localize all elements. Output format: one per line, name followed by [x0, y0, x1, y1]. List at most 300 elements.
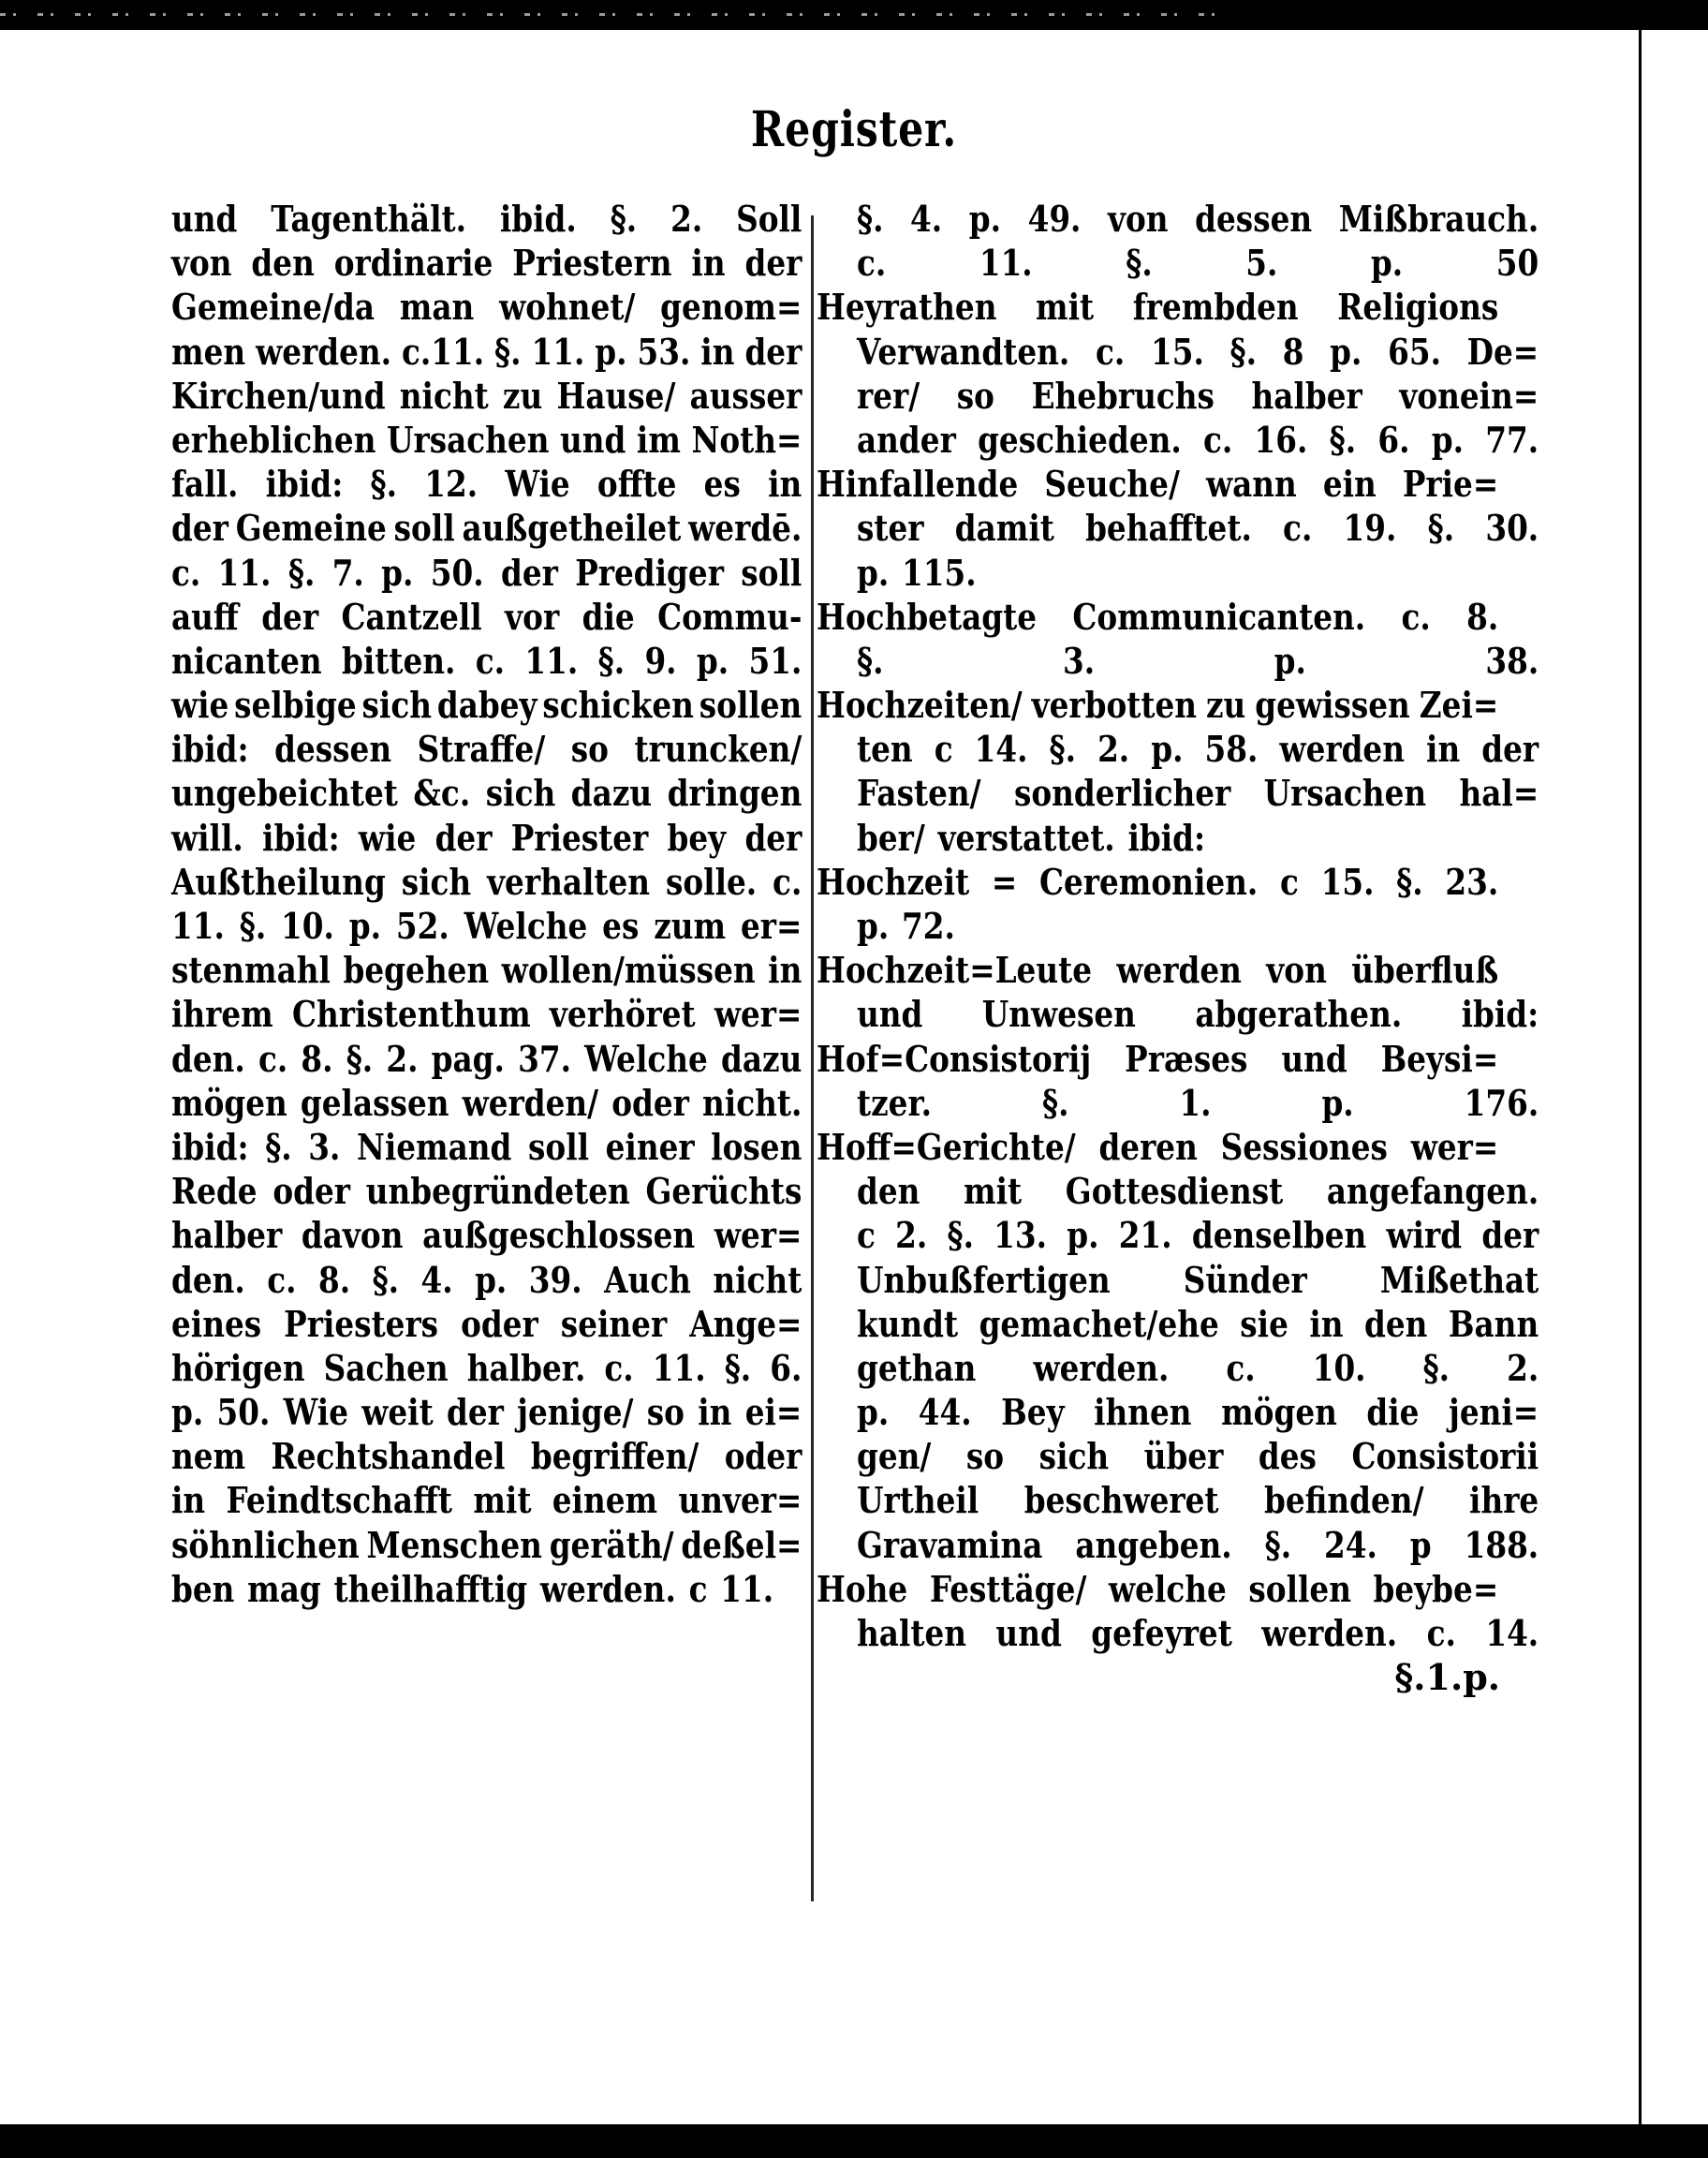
word: ibid:	[171, 1125, 249, 1168]
word: in	[768, 463, 802, 506]
word: Fasten/	[857, 772, 981, 815]
text-line	[171, 595, 802, 639]
word: ibid:	[1461, 993, 1539, 1036]
text-line	[171, 1125, 802, 1169]
word: Ange=	[689, 1302, 802, 1345]
word: Unwesen	[981, 993, 1136, 1036]
word: Auch	[604, 1258, 691, 1301]
word: Verwandten.	[857, 330, 1070, 373]
word: rer/	[857, 374, 920, 417]
word: §.	[597, 639, 626, 682]
word: 2.	[895, 1214, 928, 1257]
word: c.	[857, 242, 887, 285]
word: mit	[964, 1170, 1023, 1213]
word: der	[744, 242, 802, 285]
word: wohnet/	[499, 286, 636, 329]
index-entry	[817, 1037, 1539, 1125]
word: &c.	[413, 772, 471, 815]
word: verbotten	[1031, 684, 1198, 727]
word: und	[1281, 1037, 1347, 1080]
word: so	[570, 728, 609, 771]
index-entry	[817, 948, 1539, 1036]
word: De=	[1466, 330, 1539, 373]
text-line	[817, 992, 1539, 1036]
word: 30.	[1485, 507, 1539, 550]
text-line	[171, 462, 802, 506]
word: 58.	[1204, 728, 1259, 771]
word: 14.	[974, 728, 1028, 771]
word: 1.	[1179, 1081, 1212, 1124]
word: weit	[361, 1391, 434, 1434]
word: einer	[605, 1125, 695, 1168]
text-line	[171, 241, 802, 285]
text-line	[171, 551, 802, 595]
word: dessen	[274, 728, 392, 771]
word: Hinfallende	[817, 463, 1019, 506]
word: Cantzell	[341, 595, 482, 638]
word: Ursachen	[1263, 772, 1427, 815]
text-line	[817, 1169, 1539, 1213]
word: gethan	[857, 1346, 977, 1389]
word: c.	[258, 1037, 288, 1080]
word: werden/	[462, 1081, 599, 1124]
text-line	[817, 1523, 1539, 1567]
text-line	[171, 727, 802, 771]
text-line	[817, 506, 1539, 550]
word: seiner	[560, 1302, 668, 1345]
word: wie	[358, 816, 417, 859]
word: frembden	[1132, 286, 1299, 329]
word: Gottesdienst	[1065, 1170, 1284, 1213]
word: 65.	[1388, 330, 1441, 373]
scan-border-bottom	[0, 2124, 1708, 2158]
page-title: Register.	[750, 101, 958, 158]
word: mögen	[1221, 1391, 1337, 1434]
word: §.	[1422, 1346, 1450, 1389]
left-column	[171, 197, 803, 1611]
word: 11.	[524, 639, 579, 682]
text-line	[817, 904, 1539, 948]
word: verhöret	[549, 993, 696, 1036]
text-line	[171, 1478, 802, 1522]
word: §.	[1329, 418, 1357, 461]
word: von	[1108, 198, 1169, 240]
word: gewissen	[1255, 684, 1410, 727]
word: 11.	[531, 330, 585, 373]
text-line	[817, 1125, 1498, 1169]
word: soll	[393, 507, 455, 550]
word: söhnlichen	[171, 1523, 360, 1566]
text-line	[817, 595, 1498, 639]
word: 3.	[1062, 639, 1096, 682]
word: Religions	[1337, 286, 1499, 329]
word: c.	[475, 639, 506, 682]
text-line	[817, 860, 1498, 904]
word: oder	[724, 1435, 802, 1478]
word: Ceremonien.	[1038, 860, 1259, 903]
index-entry	[817, 197, 1539, 285]
word: den.	[171, 1258, 245, 1301]
word: ibid:	[1127, 816, 1206, 859]
word: sie	[1240, 1302, 1288, 1345]
word: mögen	[171, 1081, 287, 1124]
word: bey	[667, 816, 727, 859]
word: 11.	[171, 905, 225, 947]
word: 15.	[1320, 860, 1375, 903]
word: Hause/	[556, 374, 676, 417]
word: Hochbetagte	[817, 595, 1037, 638]
word: offte	[596, 463, 677, 506]
word: Feindtschafft	[226, 1479, 453, 1522]
word: der	[744, 330, 802, 373]
word: in	[698, 1391, 732, 1434]
word: §.	[1049, 728, 1077, 771]
word: §.	[287, 551, 316, 594]
word: ausser	[689, 374, 802, 417]
word: c.	[773, 860, 802, 903]
word: Gemeine	[235, 507, 387, 550]
word: Hof=Consistorij	[817, 1037, 1092, 1080]
word: c.	[1226, 1346, 1256, 1389]
word: p.	[595, 330, 627, 373]
word: Mißbrauch.	[1338, 198, 1539, 240]
word: der	[1481, 1214, 1539, 1257]
word: 13.	[994, 1214, 1048, 1257]
word: sich	[1038, 1435, 1110, 1478]
word: losen	[711, 1125, 802, 1168]
word: welche	[1108, 1567, 1227, 1610]
word: und	[560, 418, 626, 461]
word: Sessiones	[1220, 1125, 1388, 1168]
word: deßel=	[681, 1523, 802, 1566]
word: hal=	[1459, 772, 1539, 815]
word: 8.	[301, 1037, 333, 1080]
word: 50.	[216, 1391, 271, 1434]
text-line	[817, 1346, 1539, 1390]
word: mit	[1036, 286, 1095, 329]
word: ibid:	[265, 463, 344, 506]
word: p.	[857, 1391, 890, 1434]
word: schicken	[542, 684, 694, 727]
word: Heyrathen	[817, 286, 997, 329]
text-line	[817, 1478, 1539, 1522]
word: 5.	[1245, 242, 1278, 285]
word: 15.	[1150, 330, 1204, 373]
word: Bann	[1448, 1302, 1539, 1345]
word: Gemeine/da	[171, 286, 375, 329]
word: nem	[171, 1435, 246, 1478]
word: der	[171, 507, 228, 550]
word: 12.	[424, 463, 479, 506]
word: deren	[1098, 1125, 1198, 1168]
word: 3.	[308, 1125, 341, 1168]
text-line	[817, 551, 1539, 595]
word: angeben.	[1075, 1523, 1232, 1566]
word: Priester	[510, 816, 649, 859]
word: p.	[857, 551, 890, 594]
word: werden	[1116, 949, 1242, 992]
text-line	[171, 506, 802, 550]
word: überfluß	[1351, 949, 1499, 992]
word: 9.	[644, 639, 677, 682]
word: abgerathen.	[1195, 993, 1403, 1036]
word: jenige/	[517, 1391, 634, 1434]
word: §.	[1264, 1523, 1292, 1566]
word: Prediger	[575, 551, 724, 594]
index-entry	[817, 595, 1539, 683]
word: werden.	[539, 1567, 676, 1610]
word: Urtheil	[857, 1479, 979, 1522]
word: c.	[1203, 418, 1233, 461]
text-line	[171, 948, 802, 992]
word: 10.	[281, 905, 334, 947]
word: wer=	[714, 993, 802, 1036]
text-line	[171, 374, 802, 418]
word: man	[399, 286, 475, 329]
text-line	[817, 948, 1498, 992]
word: halber.	[466, 1346, 586, 1389]
word: Noth=	[691, 418, 802, 461]
word: davon	[301, 1214, 404, 1257]
word: ber/	[857, 816, 925, 859]
text-line	[171, 197, 802, 241]
word: Bey	[1001, 1391, 1065, 1434]
word: der	[446, 1391, 504, 1434]
word: mit	[473, 1479, 532, 1522]
word: außgeschlossen	[422, 1214, 696, 1257]
word: Rechtshandel	[271, 1435, 506, 1478]
word: Hoff=Gerichte/	[817, 1125, 1076, 1168]
word: sonderlicher	[1013, 772, 1231, 815]
word: sich	[401, 860, 472, 903]
word: sollen	[699, 684, 802, 727]
text-line	[171, 639, 802, 683]
word: soll	[741, 551, 802, 594]
word: oder	[461, 1302, 538, 1345]
word: nicht.	[702, 1081, 802, 1124]
word: Commu-	[657, 595, 802, 638]
word: ei=	[744, 1391, 802, 1434]
word: gefeyret	[1091, 1612, 1232, 1654]
word: gen/	[857, 1435, 932, 1478]
word: 7.	[331, 551, 364, 594]
word: p.	[857, 905, 890, 947]
word: der	[1481, 728, 1539, 771]
word: in	[691, 242, 726, 285]
word: die	[582, 595, 635, 638]
word: Wie	[505, 463, 570, 506]
word: es	[703, 463, 741, 506]
word: §.	[610, 198, 638, 240]
word: c.	[1426, 1612, 1456, 1654]
word: der	[500, 551, 558, 594]
word: §.	[857, 639, 884, 682]
word: Niemand	[356, 1125, 512, 1168]
text-line	[817, 1037, 1498, 1081]
word: p.	[381, 551, 414, 594]
word: 72.	[901, 905, 955, 947]
word: Hochzeit	[817, 860, 970, 903]
word: dringen	[667, 772, 802, 815]
word: in	[1309, 1302, 1344, 1345]
word: Præses	[1125, 1037, 1248, 1080]
word: befinden/	[1263, 1479, 1424, 1522]
word: halber	[171, 1214, 283, 1257]
word: damit	[954, 507, 1054, 550]
word: c	[934, 728, 953, 771]
text-line	[817, 816, 1539, 860]
word: 176.	[1464, 1081, 1539, 1124]
word: oder	[272, 1170, 351, 1213]
word: p.	[348, 905, 382, 947]
word: Priesters	[284, 1302, 439, 1345]
word: hörigen	[171, 1346, 305, 1389]
word: 14.	[1485, 1612, 1539, 1654]
index-entry	[817, 462, 1539, 595]
word: p.	[696, 639, 729, 682]
word: c.	[1096, 330, 1126, 373]
text-line	[171, 330, 802, 374]
word: Beysi=	[1380, 1037, 1499, 1080]
word: dabey	[436, 684, 537, 727]
word: den.	[171, 1037, 245, 1080]
word: begehen	[343, 949, 490, 992]
word: mag	[247, 1567, 321, 1610]
word: in	[768, 949, 802, 992]
word: behafftet.	[1085, 507, 1252, 550]
word: Hohe	[817, 1567, 908, 1610]
word: stenmahl	[171, 949, 331, 992]
word: Prie=	[1402, 463, 1499, 506]
word: dazu	[570, 772, 653, 815]
word: in	[1426, 728, 1461, 771]
word: 23.	[1445, 860, 1499, 903]
word: so	[646, 1391, 685, 1434]
word: Communicanten.	[1072, 595, 1366, 638]
word: genom=	[660, 286, 802, 329]
catchword	[817, 1655, 1500, 1699]
word: §.	[724, 1346, 752, 1389]
word: Hochzeit=Leute	[817, 949, 1092, 992]
text-line	[171, 1346, 802, 1390]
word: Ursachen	[386, 418, 550, 461]
word: geschieden.	[978, 418, 1182, 461]
text-line	[817, 1302, 1539, 1346]
word: p	[1409, 1523, 1432, 1566]
word: einem	[552, 1479, 658, 1522]
word: ordinarie	[333, 242, 493, 285]
word: ibid:	[262, 816, 340, 859]
word: 44.	[918, 1391, 972, 1434]
word: solle.	[665, 860, 758, 903]
word: wollen/müssen	[501, 949, 756, 992]
word: dessen	[1195, 198, 1313, 240]
word: 2.	[1507, 1346, 1539, 1389]
word: theilhafftig	[333, 1567, 528, 1610]
word: oder	[611, 1081, 689, 1124]
text-line	[171, 904, 802, 948]
word: und	[995, 1612, 1062, 1654]
word: 16.	[1254, 418, 1308, 461]
text-line	[817, 1567, 1498, 1611]
word: c.	[267, 1258, 297, 1301]
word: c	[1279, 860, 1299, 903]
text-line	[171, 1302, 802, 1346]
word: 77.	[1485, 418, 1539, 461]
word: §.	[370, 463, 398, 506]
word: des	[1258, 1435, 1317, 1478]
word: wird	[1386, 1214, 1463, 1257]
word: men	[171, 330, 246, 373]
word: p.	[171, 1391, 204, 1434]
text-line	[817, 1081, 1539, 1125]
word: §.	[857, 198, 884, 240]
word: ungebeichtet	[171, 772, 398, 815]
word: und	[171, 198, 238, 240]
word: der	[434, 816, 493, 859]
word: ander	[857, 418, 956, 461]
word: ten	[857, 728, 913, 771]
word: wie	[171, 684, 229, 727]
word: Welche	[464, 905, 588, 947]
word: werden.	[256, 330, 392, 373]
word: 49.	[1027, 198, 1082, 240]
word: c	[688, 1567, 708, 1610]
word: geräth/	[549, 1523, 674, 1566]
word: §.	[1427, 507, 1455, 550]
word: 2.	[386, 1037, 419, 1080]
text-line	[171, 418, 802, 462]
text-line	[817, 1434, 1539, 1478]
index-entry	[817, 683, 1539, 860]
word: ein	[1322, 463, 1377, 506]
word: 21.	[1118, 1214, 1172, 1257]
text-line	[817, 418, 1539, 462]
word: und	[857, 993, 923, 1036]
word: nicht	[399, 374, 489, 417]
text-line	[817, 683, 1498, 727]
word: von	[171, 242, 232, 285]
word: ihre	[1469, 1479, 1539, 1522]
word: im	[636, 418, 681, 461]
text-line	[817, 241, 1539, 285]
word: außgetheilet	[462, 507, 682, 550]
word: Kirchen/und	[171, 374, 386, 417]
word: vor	[505, 595, 560, 638]
word: so	[956, 374, 994, 417]
word: 24.	[1324, 1523, 1377, 1566]
text-line	[817, 771, 1539, 815]
word: Priestern	[512, 242, 672, 285]
word: sich	[485, 772, 556, 815]
word: 38.	[1485, 639, 1539, 682]
text-line	[817, 374, 1539, 418]
word: unver=	[678, 1479, 802, 1522]
word: 50	[1495, 242, 1539, 285]
word: p.	[968, 198, 1001, 240]
word: 53.	[637, 330, 691, 373]
word: Mißethat	[1379, 1258, 1539, 1301]
word: c.	[1401, 595, 1431, 638]
text-line	[817, 1258, 1539, 1302]
word: 2.	[670, 198, 703, 240]
word: §.	[1126, 242, 1153, 285]
word: werdē.	[688, 507, 802, 550]
index-entry	[817, 1567, 1539, 1655]
word: 4.	[420, 1258, 453, 1301]
word: Unbußfertigen	[857, 1258, 1111, 1301]
word: Zei=	[1419, 684, 1499, 727]
